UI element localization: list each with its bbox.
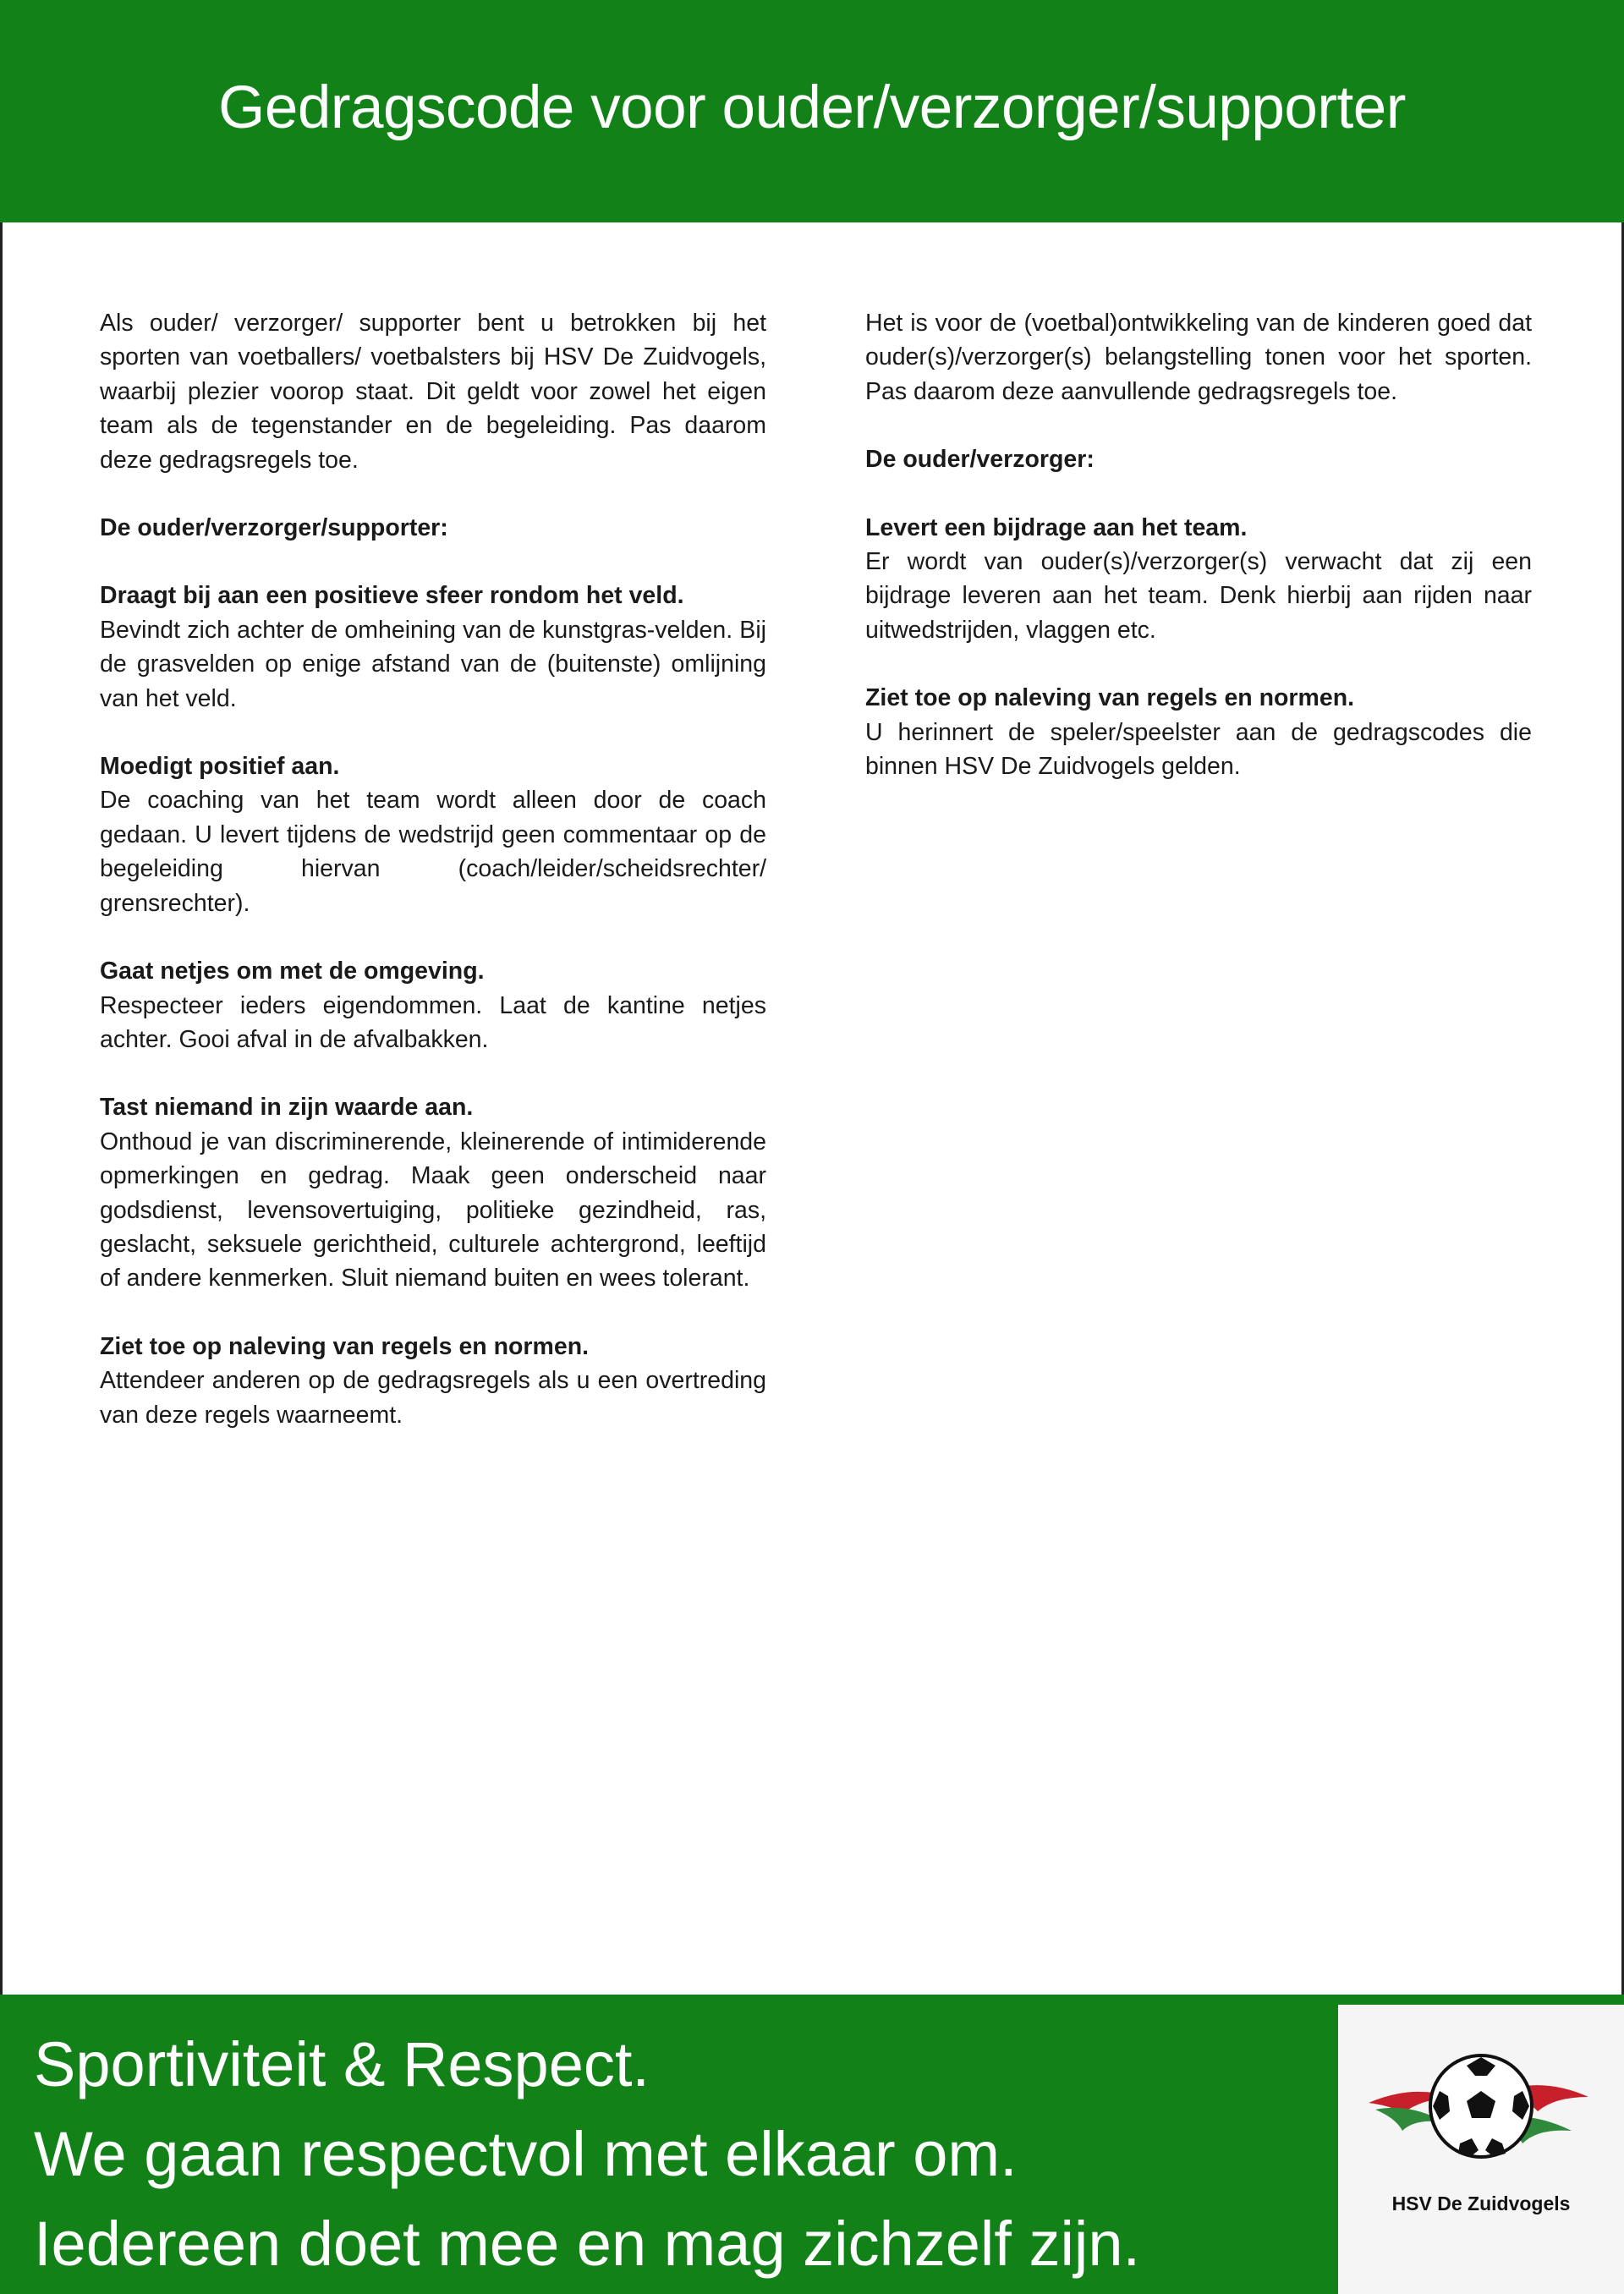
rule-text: U herinnert de speler/speelster aan de gedragscodes die binnen HSV De Zuidvogels gelden. bbox=[865, 718, 1532, 781]
slogan-line: We gaan respectvol met elkaar om. bbox=[34, 2119, 1018, 2189]
footer-banner bbox=[0, 1995, 1624, 2294]
footer-slogan bbox=[34, 2020, 1140, 2289]
rule-text: Respecteer ieders eigendommen. Laat de kantine netjes achter. Gooi afval in de afvalbakken. bbox=[100, 991, 766, 1053]
rule-block bbox=[100, 749, 766, 920]
club-logo bbox=[1338, 2005, 1624, 2294]
rule-block bbox=[100, 1330, 766, 1432]
rule-block bbox=[100, 1090, 766, 1295]
right-column bbox=[865, 306, 1532, 817]
rule-block bbox=[100, 579, 766, 716]
rule-text: Er wordt van ouder(s)/verzorger(s) verwacht dat zij een bijdrage leveren aan het team. Denk hierbij aan rijden naar uitwedstrijden, vlaggen etc. bbox=[865, 548, 1532, 644]
rule-block bbox=[865, 681, 1532, 783]
rule-text: Attendeer anderen op de gedragsregels als u een overtreding van deze regels waarneemt. bbox=[100, 1367, 766, 1429]
rule-heading: Ziet toe op naleving van regels en normen. bbox=[865, 684, 1355, 712]
page-border-left bbox=[0, 222, 3, 1995]
rule-text: Onthoud je van discriminerende, kleinerende of intimiderende opmerkingen en gedrag. Maak geen onderscheid naar godsdienst, levensovertuiging, politieke gezindheid, ras, geslacht, seksuele gerichtheid, culturele achtergrond, leeftijd of andere kenmerken. Sluit niemand buiten en wees tolerant. bbox=[100, 1128, 766, 1292]
slogan-line: Iedereen doet mee en mag zichzelf zijn. bbox=[34, 2209, 1141, 2279]
left-column bbox=[100, 306, 766, 1466]
right-subject: De ouder/verzorger: bbox=[865, 446, 1095, 474]
left-intro: Als ouder/ verzorger/ supporter bent u betrokken bij het sporten van voetballers/ voetbalsters bij HSV De Zuidvogels, waarbij plezier voorop staat. Dit geldt voor zowel het eigen team als de tegenstander en de begeleiding. Pas daarom deze gedragsregels toe. bbox=[100, 310, 766, 474]
right-intro: Het is voor de (voetbal)ontwikkeling van de kinderen goed dat ouder(s)/verzorger(s) belangstelling tonen voor het sporten. Pas daarom deze aanvullende gedragsregels toe. bbox=[865, 310, 1532, 405]
rule-block bbox=[865, 511, 1532, 648]
rule-block bbox=[100, 954, 766, 1056]
logo-caption: HSV De Zuidvogels bbox=[1391, 2192, 1571, 2214]
rule-heading: Levert een bijdrage aan het team. bbox=[865, 513, 1248, 541]
rule-heading: Moedigt positief aan. bbox=[100, 753, 340, 781]
rule-text: Bevindt zich achter de omheining van de kunstgras-velden. Bij de grasvelden op enige afstand van de (buitenste) omlijning van het veld. bbox=[100, 616, 766, 712]
rule-heading: Draagt bij aan een positieve sfeer rondom het veld. bbox=[100, 582, 684, 610]
soccer-ball-with-birds-logo-icon bbox=[1360, 2050, 1602, 2186]
rule-heading: Gaat netjes om met de omgeving. bbox=[100, 958, 485, 985]
page-title: Gedragscode voor ouder/verzorger/supporter bbox=[218, 74, 1406, 141]
rule-heading: Tast niemand in zijn waarde aan. bbox=[100, 1094, 474, 1122]
slogan-line: Sportiviteit & Respect. bbox=[34, 2029, 650, 2099]
rule-text: De coaching van het team wordt alleen door de coach gedaan. U levert tijdens de wedstrijd geen commentaar op de begeleiding hiervan (coach/leider/scheidsrechter/ grensrechter). bbox=[100, 787, 766, 917]
rule-heading: Ziet toe op naleving van regels en normen. bbox=[100, 1332, 590, 1360]
header-banner bbox=[0, 0, 1624, 222]
left-subject: De ouder/verzorger/supporter: bbox=[100, 514, 448, 542]
